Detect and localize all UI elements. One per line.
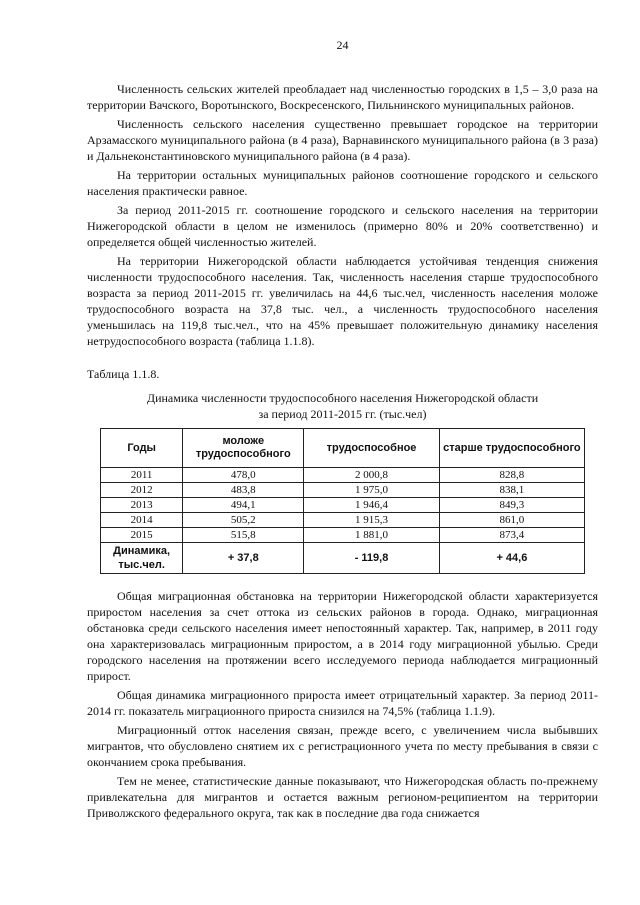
paragraph: На территории Нижегородской области наблюдается устойчивая тенденция снижения численности трудоспособного населения. Так, численность населения старше трудоспособного возраста за период 2011-2015 гг. увеличилась на 44,6 тыс.чел, численность населения моложе трудоспособного возраста на 37,8 тыс. чел., а численность трудоспособного населения уменьшилась на 119,8 тыс.чел., что на 45% превышает положительную динамику населения нетрудоспособного возраста (таблица 1.1.8). (87, 254, 598, 348)
cell-year: 2013 (101, 498, 183, 513)
cell-working: 2 000,8 (304, 468, 440, 483)
population-table (100, 428, 585, 574)
paragraph: Тем не менее, статистические данные показывают, что Нижегородская область по-прежнему привлекательна для мигрантов и остается важным регионом-реципиентом на территории Приволжского федерального округа, так как в последние два года снижается (87, 774, 598, 820)
paragraph: На территории остальных муниципальных районов соотношение городского и сельского населения практически равное. (87, 168, 598, 198)
paragraph: Общая миграционная обстановка на территории Нижегородской области характеризуется приростом населения за счет оттока из сельских районов в города. Однако, миграционная обстановка среди сельского населения имеет непостоянный характер. Так, например, в 2011 году она характеризовалась миграционным приростом, а в 2014 году миграционной убылью. Среди городского населения на протяжении всего исследуемого периода наблюдается миграционный прирост. (87, 589, 598, 683)
paragraph: Численность сельских жителей преобладает над численностью городских в 1,5 – 3,0 раза на территории Вачского, Воротынского, Воскресенского, Пильнинского муниципальных районов. (87, 82, 598, 112)
paragraph: Миграционный отток населения связан, прежде всего, с увеличением числа выбывших мигрантов, что обусловлено снятием их с регистрационного учета по месту пребывания в связи с окончанием срока пребывания. (87, 723, 598, 769)
table-total-row (101, 543, 585, 574)
cell-total-older: + 44,6 (439, 543, 584, 574)
cell-younger: 515,8 (183, 528, 304, 543)
cell-total-label: Динамика, тыс.чел. (101, 543, 183, 574)
table-caption-line: за период 2011-2015 гг. (тыс.чел) (258, 407, 427, 421)
text-after-table (87, 588, 598, 821)
cell-older: 828,8 (439, 468, 584, 483)
table-row (101, 498, 585, 513)
table-label: Таблица 1.1.8. (87, 367, 160, 381)
cell-working: 1 946,4 (304, 498, 440, 513)
cell-younger: 494,1 (183, 498, 304, 513)
page-number: 24 (336, 38, 349, 52)
cell-younger: 505,2 (183, 513, 304, 528)
header-younger: моложе трудоспособного (183, 429, 304, 468)
header-working-age: трудоспособное (304, 429, 440, 468)
table-row (101, 483, 585, 498)
cell-working: 1 881,0 (304, 528, 440, 543)
paragraph: Численность сельского населения существенно превышает городское на территории Арзамасского муниципального района (в 4 раза), Варнавинского муниципального района (в 3 раза) и Дальнеконстантиновского муниципального района (в 4 раза). (87, 117, 598, 163)
table-row (101, 528, 585, 543)
cell-working: 1 975,0 (304, 483, 440, 498)
table-row (101, 468, 585, 483)
cell-total-younger: + 37,8 (183, 543, 304, 574)
cell-older: 873,4 (439, 528, 584, 543)
cell-older: 838,1 (439, 483, 584, 498)
table-row (101, 513, 585, 528)
cell-working: 1 915,3 (304, 513, 440, 528)
paragraph: Общая динамика миграционного прироста имеет отрицательный характер. За период 2011-2014 гг. показатель миграционного прироста снизился на 74,5% (таблица 1.1.9). (87, 688, 598, 718)
cell-older: 849,3 (439, 498, 584, 513)
cell-year: 2012 (101, 483, 183, 498)
table-caption-line: Динамика численности трудоспособного населения Нижегородской области (146, 391, 539, 405)
header-years: Годы (101, 429, 183, 468)
cell-year: 2011 (101, 468, 183, 483)
cell-younger: 483,8 (183, 483, 304, 498)
document-page (87, 38, 598, 824)
cell-older: 861,0 (439, 513, 584, 528)
paragraph: За период 2011-2015 гг. соотношение городского и сельского населения на территории Нижегородской области в целом не изменилось (примерно 80% и 20% соответственно) и определяется общей численностью жителей. (87, 203, 598, 249)
cell-total-working: - 119,8 (304, 543, 440, 574)
table-caption (87, 390, 598, 422)
table-header-row (101, 429, 585, 468)
cell-year: 2015 (101, 528, 183, 543)
header-older: старше трудоспособного (439, 429, 584, 468)
cell-year: 2014 (101, 513, 183, 528)
cell-younger: 478,0 (183, 468, 304, 483)
